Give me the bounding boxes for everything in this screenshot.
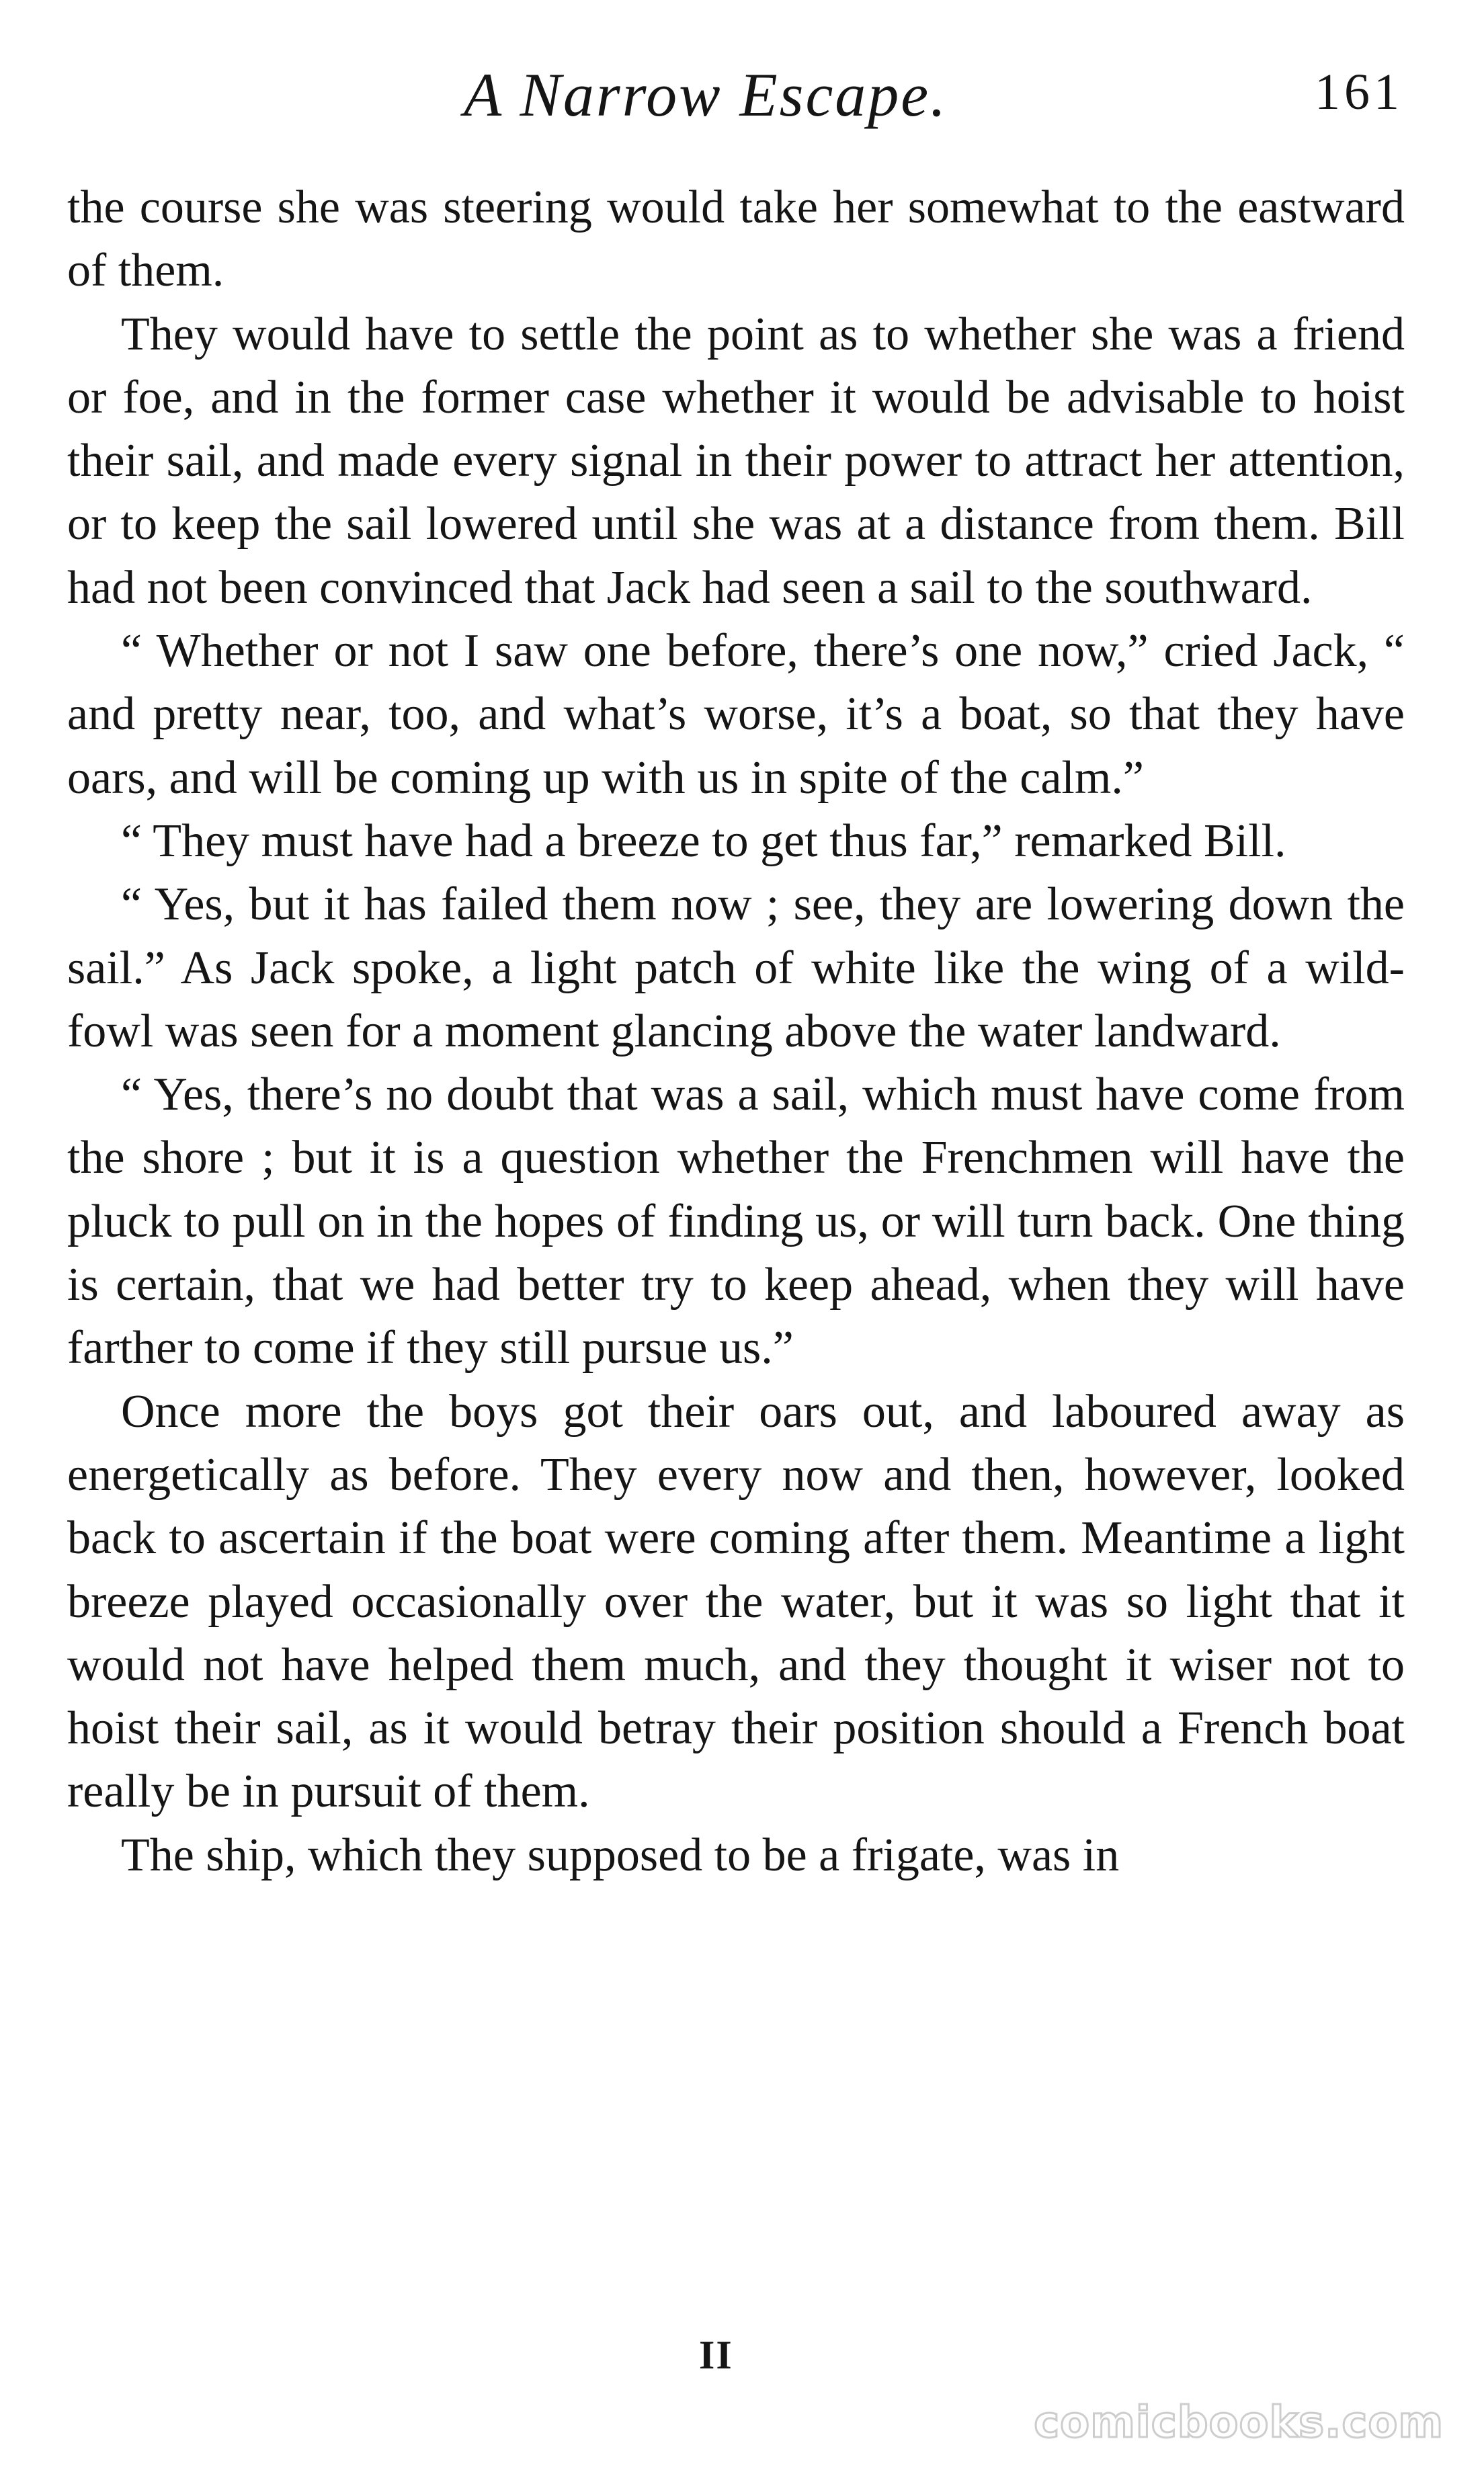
signature-mark: II: [699, 2333, 733, 2377]
paragraph: They would have to settle the point as to whether she was a friend or foe, and in the former case whether it would be advisable to hoist their sail, and made every signal in their power to attract her attention, or to keep the sail lowered until she was at a distance from them. Bill had not been convinced that Jack had seen a sail to the southward.: [67, 308, 1405, 614]
paragraph: the course she was steering would take her somewhat to the eastward of them.: [67, 181, 1405, 297]
page-number: 161: [1315, 64, 1403, 120]
paragraph: “ Whether or not I saw one before, there’s one now,” cried Jack, “ and pretty near, too, and what’s worse, it’s a boat, so that they have oars, and will be coming up with us in spite of the calm.”: [67, 625, 1405, 804]
page-header: [0, 59, 1484, 140]
body-text: [67, 176, 1405, 1887]
paragraph: “ Yes, but it has failed them now ; see, they are lowering down the sail.” As Jack spoke, a light patch of white like the wing of a wild-fowl was seen for a moment glancing above the water landward.: [67, 878, 1405, 1057]
paragraph: The ship, which they supposed to be a frigate, was in: [121, 1829, 1120, 1881]
running-title: A Narrow Escape.: [464, 60, 948, 129]
paragraph: Once more the boys got their oars out, and laboured away as energetically as before. They every now and then, however, looked back to ascertain if the boat were coming after them. Meantime a light breeze played occasionally over the water, but it was so light that it would not have helped them much, and they thought it wiser not to hoist their sail, as it would betray their position should a French boat really be in pursuit of them.: [67, 1385, 1405, 1818]
paragraph: “ Yes, there’s no doubt that was a sail, which must have come from the shore ; but it is a question whether the Frenchmen will have the pluck to pull on in the hopes of finding us, or will turn back. One thing is certain, that we had better try to keep ahead, when they will have farther to come if they still pursue us.”: [67, 1069, 1405, 1374]
watermark: comicbooks.com: [1034, 2398, 1444, 2448]
paragraph: “ They must have had a breeze to get thus far,” remarked Bill.: [121, 815, 1286, 867]
